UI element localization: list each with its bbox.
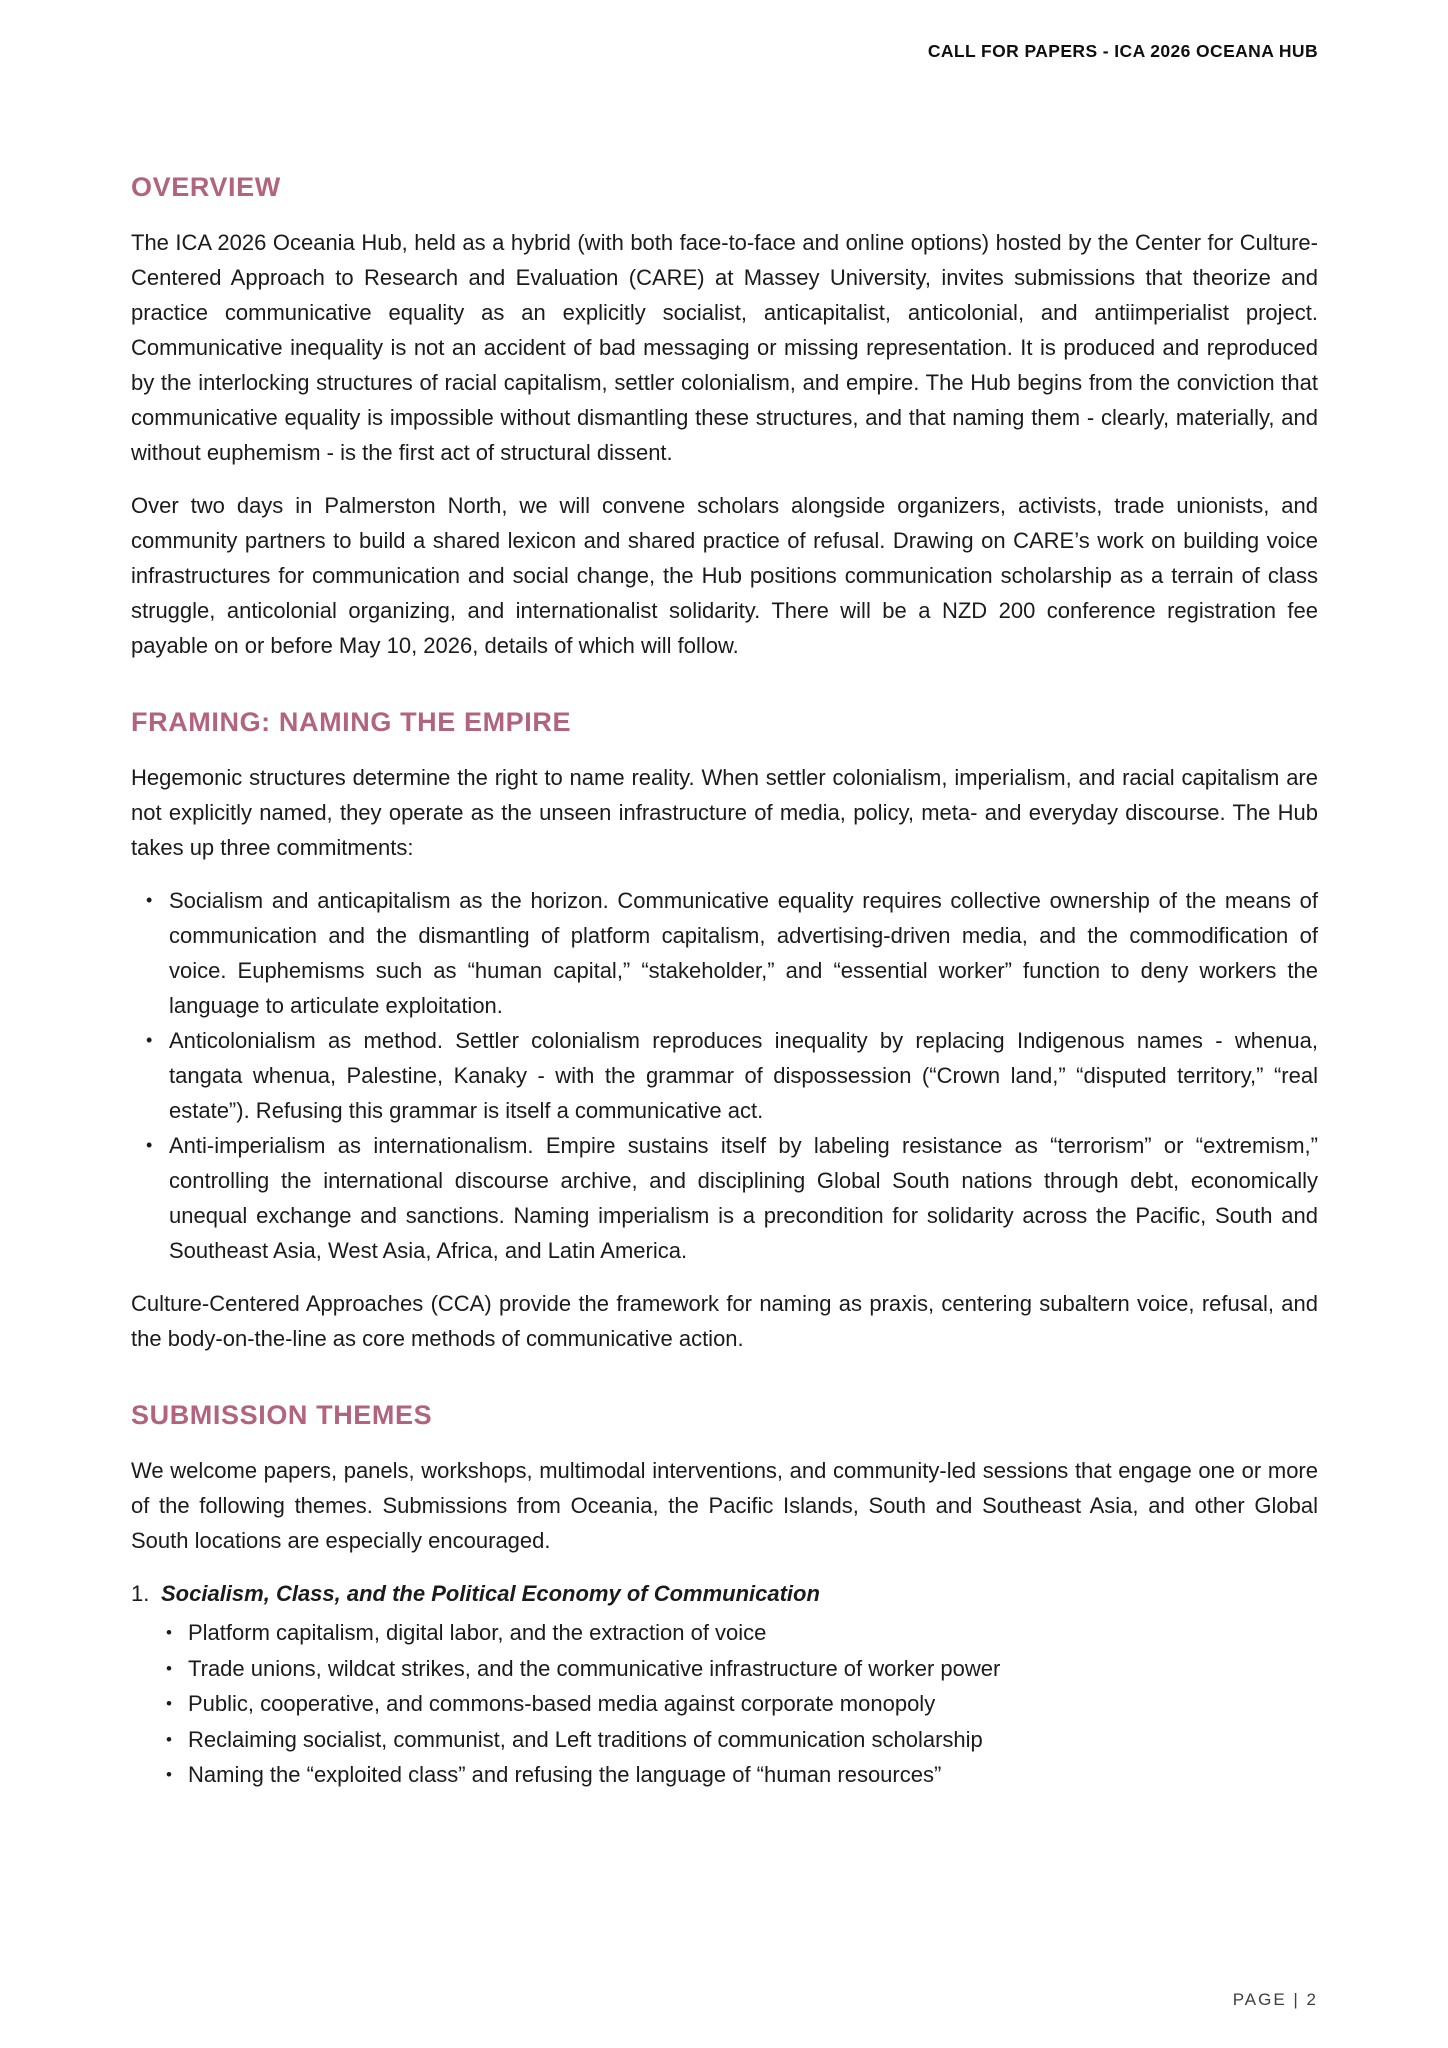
theme-1-heading bbox=[131, 1576, 1318, 1611]
theme-1-bullet-trade-unions: • Trade unions, wildcat strikes, and the communicative infrastructure of worker power bbox=[131, 1651, 1318, 1687]
overview-paragraph-2: Over two days in Palmerston North, we will convene scholars alongside organizers, activists, trade unionists, and community partners to build a shared lexicon and shared practice of refusal. Drawing on CARE’s work on building voice infrastructures for communication and social change, the Hub positions communication scholarship as a terrain of class struggle, anticolonial organizing, and internationalist solidarity. There will be a NZD 200 conference registration fee payable on or before May 10, 2026, details of which will follow. bbox=[131, 493, 1318, 659]
framing-closing-paragraph: Culture-Centered Approaches (CCA) provide the framework for naming as praxis, centering subaltern voice, refusal, and the body-on-the-line as core methods of communicative action. bbox=[131, 1291, 1318, 1352]
theme-item-1 bbox=[131, 1576, 1318, 1793]
themes-intro-paragraph: We welcome papers, panels, workshops, multimodal interventions, and community-led sessions that engage one or more of the following themes. Submissions from Oceania, the Pacific Islands, South and Southeast Asia, and other Global South locations are especially encouraged. bbox=[131, 1458, 1318, 1554]
page-number-label: PAGE | 2 bbox=[1232, 1990, 1318, 2009]
theme-1-bullet-naming-exploited-class: • Naming the “exploited class” and refusing the language of “human resources” bbox=[131, 1757, 1318, 1793]
document-footer bbox=[1233, 1990, 1318, 2010]
document-header bbox=[928, 41, 1318, 62]
theme-1-bullet-public-media: • Public, cooperative, and commons-based media against corporate monopoly bbox=[131, 1686, 1318, 1722]
document-body bbox=[131, 172, 1318, 1793]
section-heading-framing: FRAMING: NAMING THE EMPIRE bbox=[131, 707, 572, 738]
overview-paragraph-1: The ICA 2026 Oceania Hub, held as a hybrid (with both face-to-face and online options) hosted by the Center for Culture-Centered Approach to Research and Evaluation (CARE) at Massey University, invites submissions that theorize and practice communicative equality as an explicitly socialist, anticapitalist, anticolonial, and antiimperialist project. Communicative inequality is not an accident of bad messaging or missing representation. It is produced and reproduced by the interlocking structures of racial capitalism, settler colonialism, and empire. The Hub begins from the conviction that communicative equality is impossible without dismantling these structures, and that naming them - clearly, materially, and without euphemism - is the first act of structural dissent. bbox=[131, 230, 1318, 466]
theme-1-bullet-reclaiming-socialist: • Reclaiming socialist, communist, and Left traditions of communication scholarship bbox=[131, 1722, 1318, 1758]
header-title: CALL FOR PAPERS - ICA 2026 OCEANA HUB bbox=[927, 41, 1318, 61]
framing-bullet-anti-imperialism: • Anti-imperialism as internationalism. Empire sustains itself by labeling resistance as “terrorism” or “extremism,” controlling the international discourse archive, and disciplining Global South nations through debt, economically unequal exchange and sanctions. Naming imperialism is a precondition for solidarity across the Pacific, South and Southeast Asia, West Asia, Africa, and Latin America. bbox=[131, 1128, 1318, 1268]
framing-bullet-list bbox=[131, 883, 1318, 1268]
theme-1-number: 1. bbox=[131, 1581, 150, 1607]
section-heading-submission-themes: SUBMISSION THEMES bbox=[131, 1400, 433, 1431]
framing-intro-paragraph: Hegemonic structures determine the right to name reality. When settler colonialism, imperialism, and racial capitalism are not explicitly named, they operate as the unseen infrastructure of media, policy, meta- and everyday discourse. The Hub takes up three commitments: bbox=[131, 765, 1318, 861]
section-heading-overview: OVERVIEW bbox=[131, 172, 281, 202]
theme-1-bullet-list bbox=[131, 1615, 1318, 1793]
theme-1-bullet-platform-capitalism: • Platform capitalism, digital labor, and the extraction of voice bbox=[131, 1615, 1318, 1651]
framing-bullet-anticolonialism: • Anticolonialism as method. Settler colonialism reproduces inequality by replacing Indigenous names - whenua, tangata whenua, Palestine, Kanaky - with the grammar of dispossession (“Crown land,” “disputed territory,” “real estate”). Refusing this grammar is itself a communicative act. bbox=[131, 1023, 1318, 1128]
theme-1-title: Socialism, Class, and the Political Economy of Communication bbox=[161, 1581, 820, 1607]
framing-bullet-socialism: • Socialism and anticapitalism as the horizon. Communicative equality requires collective ownership of the means of communication and the dismantling of platform capitalism, advertising-driven media, and the commodification of voice. Euphemisms such as “human capital,” “stakeholder,” and “essential worker” function to deny workers the language to articulate exploitation. bbox=[131, 883, 1318, 1023]
